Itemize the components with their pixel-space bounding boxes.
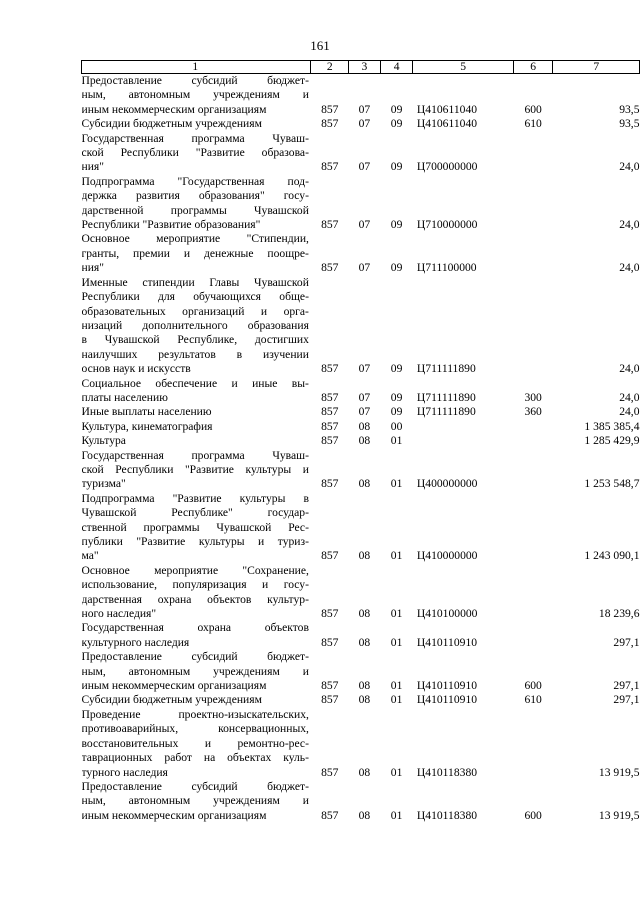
row-subsection-cell: 09 (390, 218, 403, 232)
row-amount-cell: 24,0 (619, 362, 640, 376)
row-expense-type-cell (513, 564, 553, 622)
row-name-line: ской Республики "Развитие культуры и (81, 462, 309, 476)
row-adm-cell: 857 (321, 419, 339, 433)
row-section-cell: 07 (358, 362, 371, 376)
table-row (82, 117, 640, 131)
row-name-line: держка развития образования" госу- (81, 189, 309, 203)
row-subsection-cell: 09 (390, 362, 403, 376)
row-name-line: ным, автономным учреждениям и (81, 794, 309, 808)
row-adm-cell: 857 (321, 390, 339, 404)
table-row (82, 377, 640, 406)
row-section-cell: 07 (358, 390, 371, 404)
row-subsection-cell: 01 (390, 679, 403, 693)
row-expense-type-cell (513, 434, 553, 448)
table-row (82, 708, 640, 780)
row-name-line: образовательных организаций и орга- (81, 304, 309, 318)
row-name-cell (82, 434, 311, 448)
table-row (82, 693, 640, 707)
row-expense-type-cell: 600 (524, 679, 542, 693)
row-section-cell: 07 (358, 218, 371, 232)
row-expense-type-cell (513, 175, 553, 233)
table-row (82, 780, 640, 823)
row-name-cell (82, 232, 311, 275)
row-name-line: иным некоммерческим организациям (81, 679, 267, 693)
row-adm-cell: 857 (321, 679, 339, 693)
row-name-line: Культура, кинематография (81, 419, 213, 433)
row-target-article-cell: Ц410110910 (416, 679, 478, 693)
row-name-line: Государственная программа Чуваш- (81, 131, 309, 145)
row-name-line: платы населению (81, 390, 168, 404)
row-amount-cell: 24,0 (619, 218, 640, 232)
row-target-article-cell: Ц410100000 (416, 607, 478, 621)
row-target-article-cell (413, 434, 513, 448)
table-row (82, 492, 640, 564)
table-body (82, 74, 640, 824)
header-cell-expense-type: 6 (513, 61, 553, 74)
row-adm-cell: 857 (321, 102, 339, 116)
table-row (82, 564, 640, 622)
row-name-cell (82, 405, 311, 419)
row-name-line: Государственная охрана объектов (81, 621, 309, 635)
table-row (82, 420, 640, 434)
row-name-cell (82, 117, 311, 131)
row-target-article-cell: Ц410110910 (416, 693, 478, 707)
row-name-line: Субсидии бюджетным учреждениям (81, 117, 262, 131)
row-target-article-cell: Ц400000000 (416, 477, 478, 491)
row-expense-type-cell (513, 232, 553, 275)
row-subsection-cell: 09 (390, 261, 403, 275)
header-cell-subsection: 4 (380, 61, 413, 74)
row-name-line: гранты, премии и денежные поощре- (81, 246, 309, 260)
row-name-line: дарственная охрана объектов культур- (81, 592, 309, 606)
row-section-cell: 07 (358, 160, 371, 174)
row-target-article-cell: Ц410000000 (416, 549, 478, 563)
row-expense-type-cell (513, 132, 553, 175)
row-expense-type-cell: 360 (524, 405, 542, 419)
row-adm-cell: 857 (321, 549, 339, 563)
row-section-cell: 08 (358, 434, 371, 448)
row-adm-cell: 857 (321, 218, 339, 232)
row-section-cell: 07 (358, 405, 371, 419)
row-name-line: Республики "Развитие образования" (81, 218, 261, 232)
row-section-cell: 08 (358, 477, 371, 491)
table-row (82, 74, 640, 118)
row-expense-type-cell (513, 449, 553, 492)
row-expense-type-cell: 300 (524, 390, 542, 404)
row-name-line: противоаварийных, консервационных, (81, 722, 309, 736)
row-name-line: Именные стипендии Главы Чувашской (81, 275, 309, 289)
row-name-line: Основное мероприятие "Сохранение, (81, 563, 309, 577)
row-section-cell: 07 (358, 117, 371, 131)
row-target-article-cell: Ц710000000 (416, 218, 478, 232)
row-section-cell: 08 (358, 808, 371, 822)
row-name-line: ния" (81, 160, 104, 174)
table-row (82, 132, 640, 175)
row-amount-cell: 24,0 (619, 160, 640, 174)
header-cell-amount: 7 (553, 61, 640, 74)
row-subsection-cell: 01 (390, 808, 403, 822)
row-section-cell: 08 (358, 607, 371, 621)
row-name-line: Республики для обучающихся обще- (81, 290, 309, 304)
row-name-cell (82, 708, 311, 780)
header-cell-adm: 2 (311, 61, 349, 74)
table-row (82, 175, 640, 233)
row-subsection-cell: 09 (390, 405, 403, 419)
row-name-cell (82, 621, 311, 650)
row-name-line: ного наследия" (81, 607, 157, 621)
row-target-article-cell (413, 420, 513, 434)
row-name-line: таврационных работ на объектах куль- (81, 751, 309, 765)
row-adm-cell: 857 (321, 693, 339, 707)
row-name-cell (82, 780, 311, 823)
row-subsection-cell: 01 (390, 434, 403, 448)
row-target-article-cell: Ц410611040 (416, 117, 478, 131)
row-amount-cell: 13 919,5 (598, 765, 640, 779)
row-subsection-cell: 09 (390, 390, 403, 404)
row-amount-cell: 93,5 (619, 102, 640, 116)
row-subsection-cell: 01 (390, 477, 403, 491)
row-name-line: ской Республики "Развитие образова- (81, 146, 309, 160)
row-name-line: турного наследия (81, 765, 168, 779)
row-name-line: Государственная программа Чуваш- (81, 448, 309, 462)
row-name-cell (82, 420, 311, 434)
row-target-article-cell: Ц711111890 (416, 405, 476, 419)
row-name-cell (82, 650, 311, 693)
row-expense-type-cell (513, 492, 553, 564)
row-name-line: Культура (81, 434, 126, 448)
row-expense-type-cell (513, 621, 553, 650)
row-expense-type-cell (513, 420, 553, 434)
row-amount-cell: 18 239,6 (598, 607, 640, 621)
row-name-line: Иные выплаты населению (81, 405, 212, 419)
row-amount-cell: 24,0 (619, 390, 640, 404)
row-adm-cell: 857 (321, 405, 339, 419)
row-section-cell: 08 (358, 765, 371, 779)
row-section-cell: 07 (358, 102, 371, 116)
row-subsection-cell: 00 (390, 419, 403, 433)
row-adm-cell: 857 (321, 117, 339, 131)
row-name-line: Субсидии бюджетным учреждениям (81, 693, 262, 707)
row-name-line: Предоставление субсидий бюджет- (81, 74, 309, 87)
row-name-line: Проведение проектно-изыскательских, (81, 707, 309, 721)
row-section-cell: 08 (358, 693, 371, 707)
row-name-line: основ наук и искусств (81, 362, 191, 376)
row-name-cell (82, 132, 311, 175)
row-name-line: Основное мероприятие "Стипендии, (81, 232, 309, 246)
row-name-cell (82, 492, 311, 564)
row-amount-cell: 297,1 (613, 679, 640, 693)
row-name-line: ным, автономным учреждениям и (81, 664, 309, 678)
row-adm-cell: 857 (321, 261, 339, 275)
row-name-line: ственной программы Чувашской Рес- (81, 520, 309, 534)
row-name-cell (82, 175, 311, 233)
row-name-line: Чувашской Республике" государ- (81, 506, 309, 520)
row-adm-cell: 857 (321, 362, 339, 376)
table-header-row (82, 61, 640, 74)
table-row (82, 232, 640, 275)
row-target-article-cell: Ц711100000 (416, 261, 477, 275)
row-subsection-cell: 01 (390, 549, 403, 563)
row-name-line: Социальное обеспечение и иные вы- (81, 376, 309, 390)
row-adm-cell: 857 (321, 635, 339, 649)
row-target-article-cell: Ц700000000 (416, 160, 478, 174)
row-name-line: низаций дополнительного образования (81, 318, 309, 332)
row-name-line: публики "Развитие культуры и туриз- (81, 535, 309, 548)
row-amount-cell: 13 919,5 (598, 808, 640, 822)
row-adm-cell: 857 (321, 477, 339, 491)
row-name-line: Подпрограмма "Государственная под- (81, 174, 309, 188)
row-amount-cell: 1 285 429,9 (584, 434, 640, 448)
table-row (82, 449, 640, 492)
row-target-article-cell: Ц410611040 (416, 102, 478, 116)
row-expense-type-cell: 600 (524, 808, 542, 822)
row-section-cell: 08 (358, 635, 371, 649)
row-name-line: Предоставление субсидий бюджет- (81, 779, 309, 793)
row-section-cell: 08 (358, 419, 371, 433)
row-target-article-cell: Ц711111890 (416, 362, 476, 376)
budget-table (81, 60, 640, 823)
row-subsection-cell: 09 (390, 102, 403, 116)
row-name-cell (82, 74, 311, 118)
row-name-line: ным, автономным учреждениям и (81, 88, 309, 102)
row-target-article-cell: Ц410110910 (416, 635, 478, 649)
row-subsection-cell: 01 (390, 693, 403, 707)
row-amount-cell: 1 243 090,1 (584, 549, 640, 563)
row-name-line: Подпрограмма "Развитие культуры в (81, 491, 309, 505)
row-name-line: восстановительных и ремонтно-рес- (81, 736, 309, 750)
row-adm-cell: 857 (321, 434, 339, 448)
row-amount-cell: 24,0 (619, 261, 640, 275)
header-cell-name: 1 (82, 61, 311, 74)
row-name-cell (82, 276, 311, 377)
row-expense-type-cell (513, 276, 553, 377)
row-name-line: иным некоммерческим организациям (81, 808, 267, 822)
row-subsection-cell: 01 (390, 635, 403, 649)
row-name-line: Предоставление субсидий бюджет- (81, 650, 309, 664)
row-name-line: наилучших результатов в изучении (81, 347, 309, 361)
row-subsection-cell: 09 (390, 117, 403, 131)
row-expense-type-cell: 610 (524, 693, 542, 707)
header-cell-target-article: 5 (413, 61, 513, 74)
header-cell-section: 3 (349, 61, 381, 74)
row-name-cell (82, 693, 311, 707)
table-row (82, 650, 640, 693)
row-adm-cell: 857 (321, 765, 339, 779)
row-name-line: туризма" (81, 477, 126, 491)
page-number: 161 (310, 38, 330, 53)
row-subsection-cell: 09 (390, 160, 403, 174)
row-adm-cell: 857 (321, 607, 339, 621)
row-name-line: в Чувашской Республике, достигших (81, 333, 309, 347)
row-subsection-cell: 01 (390, 607, 403, 621)
row-amount-cell: 1 253 548,7 (584, 477, 640, 491)
row-expense-type-cell: 600 (524, 102, 542, 116)
row-target-article-cell: Ц410118380 (416, 808, 478, 822)
row-name-line: дарственной программы Чувашской (81, 203, 309, 217)
row-name-line: иным некоммерческим организациям (81, 102, 267, 116)
row-subsection-cell: 01 (390, 765, 403, 779)
row-adm-cell: 857 (321, 808, 339, 822)
row-name-line: ма" (81, 549, 99, 563)
row-section-cell: 08 (358, 679, 371, 693)
row-amount-cell: 93,5 (619, 117, 640, 131)
row-name-cell (82, 449, 311, 492)
row-amount-cell: 1 385 385,4 (584, 419, 640, 433)
row-target-article-cell: Ц410118380 (416, 765, 478, 779)
row-amount-cell: 297,1 (613, 693, 640, 707)
row-target-article-cell: Ц711111890 (416, 390, 476, 404)
row-name-cell (82, 377, 311, 406)
row-name-line: культурного наследия (81, 635, 190, 649)
row-name-line: ния" (81, 261, 104, 275)
row-amount-cell: 24,0 (619, 405, 640, 419)
table-row (82, 405, 640, 419)
table-row (82, 276, 640, 377)
table-row (82, 434, 640, 448)
row-name-line: использование, популяризация и госу- (81, 578, 309, 592)
row-section-cell: 07 (358, 261, 371, 275)
row-expense-type-cell: 610 (524, 117, 542, 131)
table-row (82, 621, 640, 650)
row-section-cell: 08 (358, 549, 371, 563)
row-expense-type-cell (513, 708, 553, 780)
row-adm-cell: 857 (321, 160, 339, 174)
row-amount-cell: 297,1 (613, 635, 640, 649)
row-name-cell (82, 564, 311, 622)
